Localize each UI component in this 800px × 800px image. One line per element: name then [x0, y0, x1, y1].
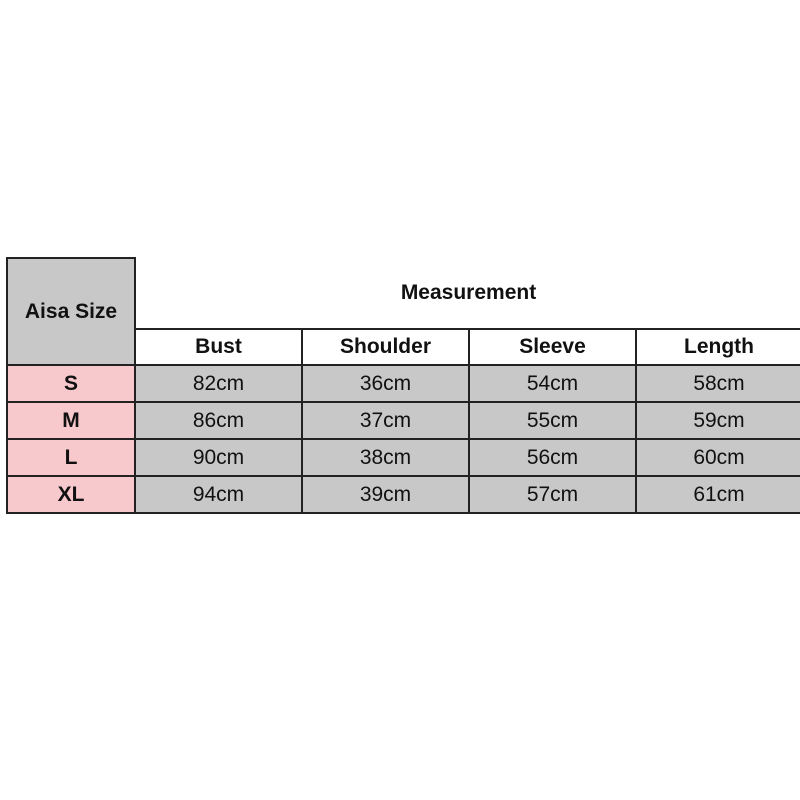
sleeve-value: 55cm [469, 402, 636, 439]
size-chart-table [6, 257, 800, 514]
size-label: XL [7, 476, 135, 513]
bust-value: 86cm [135, 402, 302, 439]
sleeve-value: 54cm [469, 365, 636, 402]
column-header-sleeve: Sleeve [469, 329, 636, 365]
size-column-header: Aisa Size [7, 258, 135, 365]
size-label: L [7, 439, 135, 476]
length-value: 61cm [636, 476, 800, 513]
table-row [7, 402, 800, 439]
column-header-length: Length [636, 329, 800, 365]
table-row [7, 439, 800, 476]
measurement-header: Measurement [135, 258, 800, 329]
size-label: M [7, 402, 135, 439]
table-row [7, 365, 800, 402]
sleeve-value: 56cm [469, 439, 636, 476]
shoulder-value: 39cm [302, 476, 469, 513]
length-value: 58cm [636, 365, 800, 402]
bust-value: 94cm [135, 476, 302, 513]
length-value: 60cm [636, 439, 800, 476]
bust-value: 82cm [135, 365, 302, 402]
column-header-shoulder: Shoulder [302, 329, 469, 365]
shoulder-value: 38cm [302, 439, 469, 476]
length-value: 59cm [636, 402, 800, 439]
bust-value: 90cm [135, 439, 302, 476]
header-row-top [7, 258, 800, 329]
table-row [7, 476, 800, 513]
size-label: S [7, 365, 135, 402]
sleeve-value: 57cm [469, 476, 636, 513]
shoulder-value: 37cm [302, 402, 469, 439]
column-header-bust: Bust [135, 329, 302, 365]
shoulder-value: 36cm [302, 365, 469, 402]
